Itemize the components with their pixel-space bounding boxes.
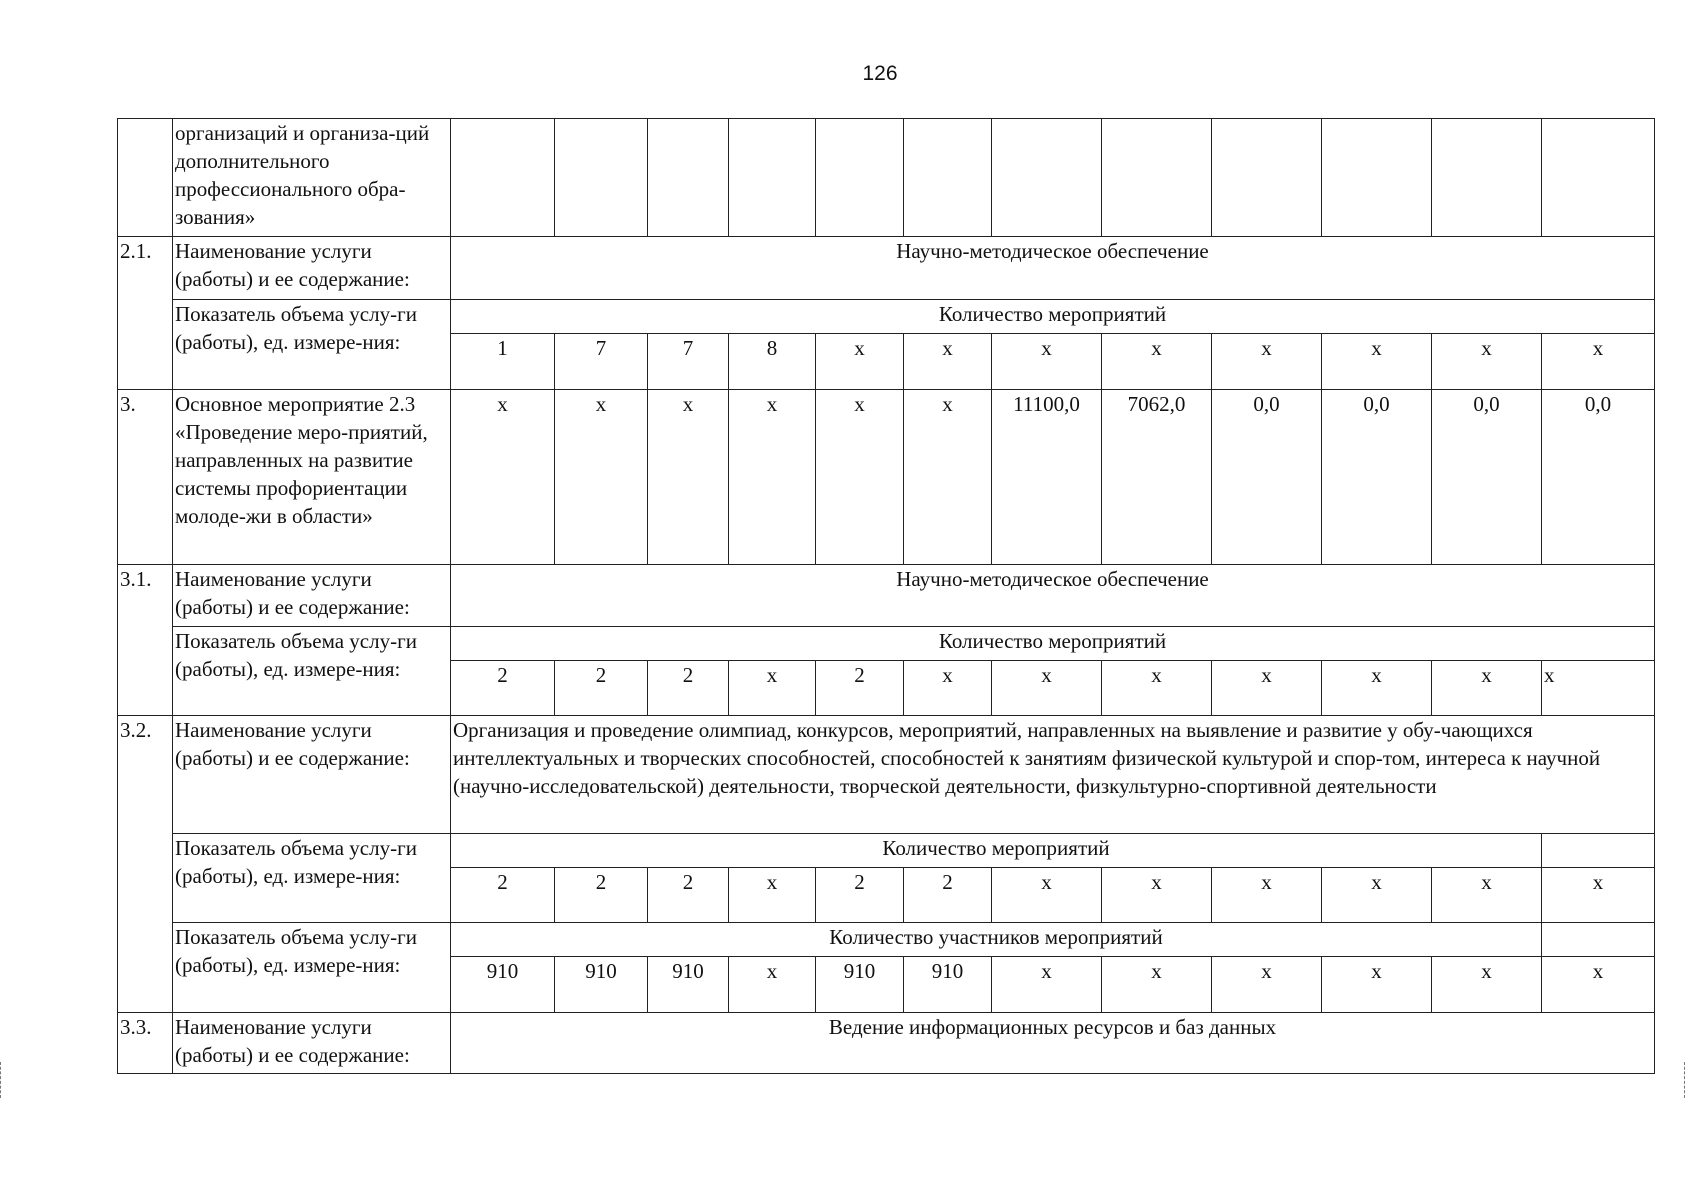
service-name-label: Наименование услуги (работы) и ее содержание: bbox=[173, 1013, 451, 1074]
value-cell: х bbox=[1432, 334, 1542, 390]
value-cell: х bbox=[648, 390, 729, 565]
value-cell: х bbox=[1542, 957, 1655, 1013]
value-cell: х bbox=[1212, 868, 1322, 923]
value-cell: х bbox=[1322, 868, 1432, 923]
service-name-label: Наименование услуги (работы) и ее содержание: bbox=[173, 716, 451, 834]
row-label: организаций и организа-ций дополнительного профессионального обра-зования» bbox=[173, 119, 451, 237]
indicator-label: Показатель объема услу-ги (работы), ед. измере-ния: bbox=[173, 923, 451, 1013]
table-row bbox=[118, 834, 1655, 868]
value-cell: 7 bbox=[648, 334, 729, 390]
value-cell: х bbox=[1322, 334, 1432, 390]
indicator-value: Количество мероприятий bbox=[451, 834, 1542, 868]
value-cell: 0,0 bbox=[1212, 390, 1322, 565]
table-row bbox=[118, 237, 1655, 300]
value-cell: 0,0 bbox=[1322, 390, 1432, 565]
value-cell: 2 bbox=[451, 661, 555, 716]
table-row bbox=[118, 1013, 1655, 1074]
value-cell: 910 bbox=[904, 957, 992, 1013]
table-row bbox=[118, 390, 1655, 565]
service-name-label: Наименование услуги (работы) и ее содержание: bbox=[173, 565, 451, 627]
value-cell: 910 bbox=[816, 957, 904, 1013]
row-number: 3.1. bbox=[118, 565, 173, 716]
value-cell: х bbox=[1432, 661, 1542, 716]
table-row bbox=[118, 565, 1655, 627]
value-cell: х bbox=[992, 334, 1102, 390]
value-cell: 8 bbox=[729, 334, 816, 390]
indicator-label: Показатель объема услу-ги (работы), ед. измере-ния: bbox=[173, 300, 451, 390]
value-cell: х bbox=[1432, 868, 1542, 923]
value-cell: х bbox=[1102, 868, 1212, 923]
table-row bbox=[118, 119, 1655, 237]
activity-label: Основное мероприятие 2.3 «Проведение меро-приятий, направленных на развитие системы профориентации молоде-жи в области» bbox=[173, 390, 451, 565]
service-name-label: Наименование услуги (работы) и ее содержание: bbox=[173, 237, 451, 300]
value-cell: 11100,0 bbox=[992, 390, 1102, 565]
value-cell: 2 bbox=[555, 868, 648, 923]
value-cell: х bbox=[1322, 957, 1432, 1013]
page-number: 126 bbox=[862, 62, 898, 85]
row-number: 2.1. bbox=[118, 237, 173, 390]
value-cell: 0,0 bbox=[1542, 390, 1655, 565]
value-cell: х bbox=[451, 390, 555, 565]
value-cell: 2 bbox=[555, 661, 648, 716]
table-row bbox=[118, 716, 1655, 834]
table-row bbox=[118, 300, 1655, 334]
value-cell: 910 bbox=[555, 957, 648, 1013]
service-name-value: Организация и проведение олимпиад, конкурсов, мероприятий, направленных на выявление и развитие у обу-чающихся интеллектуальных и творческих способностей, способностей к занятиям физической культурой и спор-том, интереса к научной (научно-исследовательской) деятельности, творческой деятельности, физкультурно-спортивной деятельности bbox=[451, 716, 1655, 834]
indicator-label: Показатель объема услу-ги (работы), ед. измере-ния: bbox=[173, 834, 451, 923]
row-number: 3.2. bbox=[118, 716, 173, 1013]
table-row bbox=[118, 627, 1655, 661]
value-cell: х bbox=[1322, 661, 1432, 716]
indicator-value: Количество мероприятий bbox=[451, 627, 1655, 661]
row-number: 3.3. bbox=[118, 1013, 173, 1074]
value-cell: 2 bbox=[648, 661, 729, 716]
indicator-label: Показатель объема услу-ги (работы), ед. измере-ния: bbox=[173, 627, 451, 716]
value-cell: х bbox=[729, 868, 816, 923]
value-cell: х bbox=[1102, 661, 1212, 716]
value-cell: х bbox=[992, 661, 1102, 716]
table-row bbox=[118, 923, 1655, 957]
value-cell: х bbox=[904, 390, 992, 565]
value-cell: х bbox=[816, 390, 904, 565]
value-cell: 7 bbox=[555, 334, 648, 390]
value-cell: х bbox=[1542, 661, 1655, 716]
value-cell: х bbox=[1102, 957, 1212, 1013]
value-cell: х bbox=[1212, 957, 1322, 1013]
value-cell: х bbox=[904, 334, 992, 390]
value-cell: 2 bbox=[816, 868, 904, 923]
value-cell: 2 bbox=[816, 661, 904, 716]
value-cell: х bbox=[1542, 868, 1655, 923]
value-cell: х bbox=[1212, 661, 1322, 716]
value-cell: 7062,0 bbox=[1102, 390, 1212, 565]
value-cell: х bbox=[904, 661, 992, 716]
value-cell: 2 bbox=[904, 868, 992, 923]
scan-edge-mark bbox=[1684, 1062, 1689, 1098]
value-cell: 1 bbox=[451, 334, 555, 390]
service-name-value: Научно-методическое обеспечение bbox=[451, 237, 1655, 300]
value-cell: 910 bbox=[648, 957, 729, 1013]
value-cell: х bbox=[816, 334, 904, 390]
value-cell: х bbox=[1102, 334, 1212, 390]
value-cell: 2 bbox=[648, 868, 729, 923]
value-cell: х bbox=[1432, 957, 1542, 1013]
value-cell: х bbox=[1542, 334, 1655, 390]
indicator-value: Количество участников мероприятий bbox=[451, 923, 1542, 957]
value-cell: х bbox=[992, 868, 1102, 923]
value-cell: х bbox=[555, 390, 648, 565]
value-cell: х bbox=[992, 957, 1102, 1013]
indicator-value: Количество мероприятий bbox=[451, 300, 1655, 334]
value-cell: х bbox=[729, 957, 816, 1013]
value-cell: х bbox=[729, 661, 816, 716]
scan-edge-mark bbox=[0, 1062, 5, 1098]
value-cell: х bbox=[729, 390, 816, 565]
program-table bbox=[117, 118, 1655, 1074]
value-cell: 0,0 bbox=[1432, 390, 1542, 565]
service-name-value: Ведение информационных ресурсов и баз данных bbox=[451, 1013, 1655, 1074]
value-cell: 910 bbox=[451, 957, 555, 1013]
row-number: 3. bbox=[118, 390, 173, 565]
value-cell: 2 bbox=[451, 868, 555, 923]
service-name-value: Научно-методическое обеспечение bbox=[451, 565, 1655, 627]
value-cell: х bbox=[1212, 334, 1322, 390]
row-number bbox=[118, 119, 173, 237]
